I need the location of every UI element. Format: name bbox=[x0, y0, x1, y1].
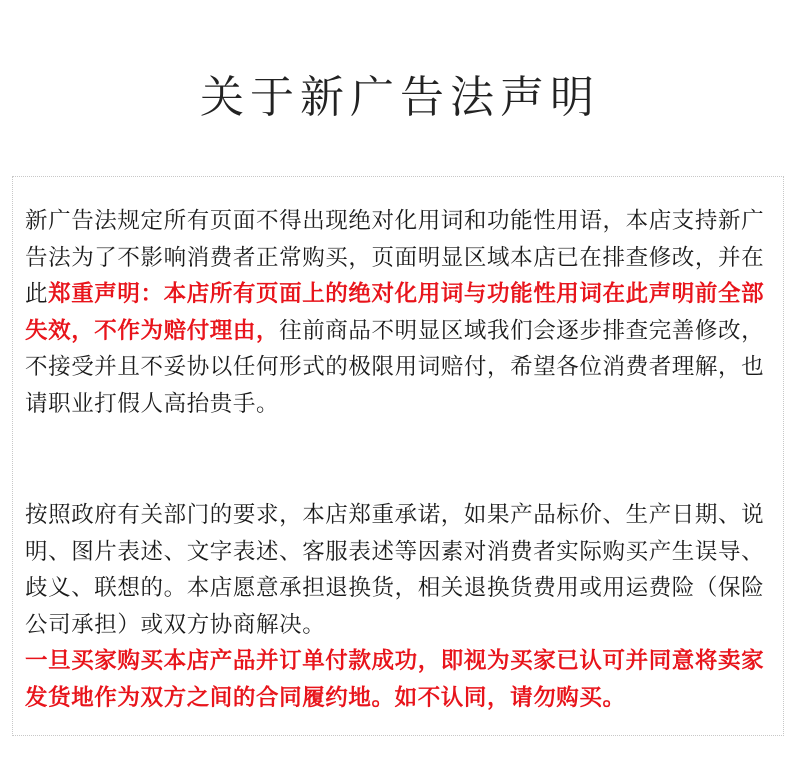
statement-paragraph bbox=[25, 203, 775, 422]
statement-highlight: 郑重声明：本店所有页面上的绝对化用词与功能性用词在此声明前全部失效，不作为赔付理由， bbox=[25, 281, 765, 344]
notice-box bbox=[12, 176, 784, 736]
statement-text-after: 往前商品不明显区域我们会逐步排查完善修改，不接受并且不妥协以任何形式的极限用词赔付，希望各位消费者理解，也请职业打假人高抬贵手。 bbox=[25, 317, 765, 417]
commitment-highlight: 一旦买家购买本店产品并订单付款成功，即视为买家已认可并同意将卖家发货地作为双方之间的合同履约地。如不认同，请勿购买。 bbox=[25, 648, 765, 711]
commitment-text: 按照政府有关部门的要求，本店郑重承诺，如果产品标价、生产日期、说明、图片表述、文字表述、客服表述等因素对消费者实际购买产生误导、歧义、联想的。本店愿意承担退换货，相关退换货费用或用运费险（保险公司承担）或双方协商解决。 bbox=[25, 502, 765, 638]
commitment-paragraph bbox=[25, 497, 775, 716]
statement-text-before: 新广告法规定所有页面不得出现绝对化用词和功能性用语，本店支持新广告法为了不影响消费者正常购买，页面明显区域本店已在排查修改，并在此 bbox=[25, 208, 765, 307]
page-title: 关于新广告法声明 bbox=[200, 72, 600, 123]
